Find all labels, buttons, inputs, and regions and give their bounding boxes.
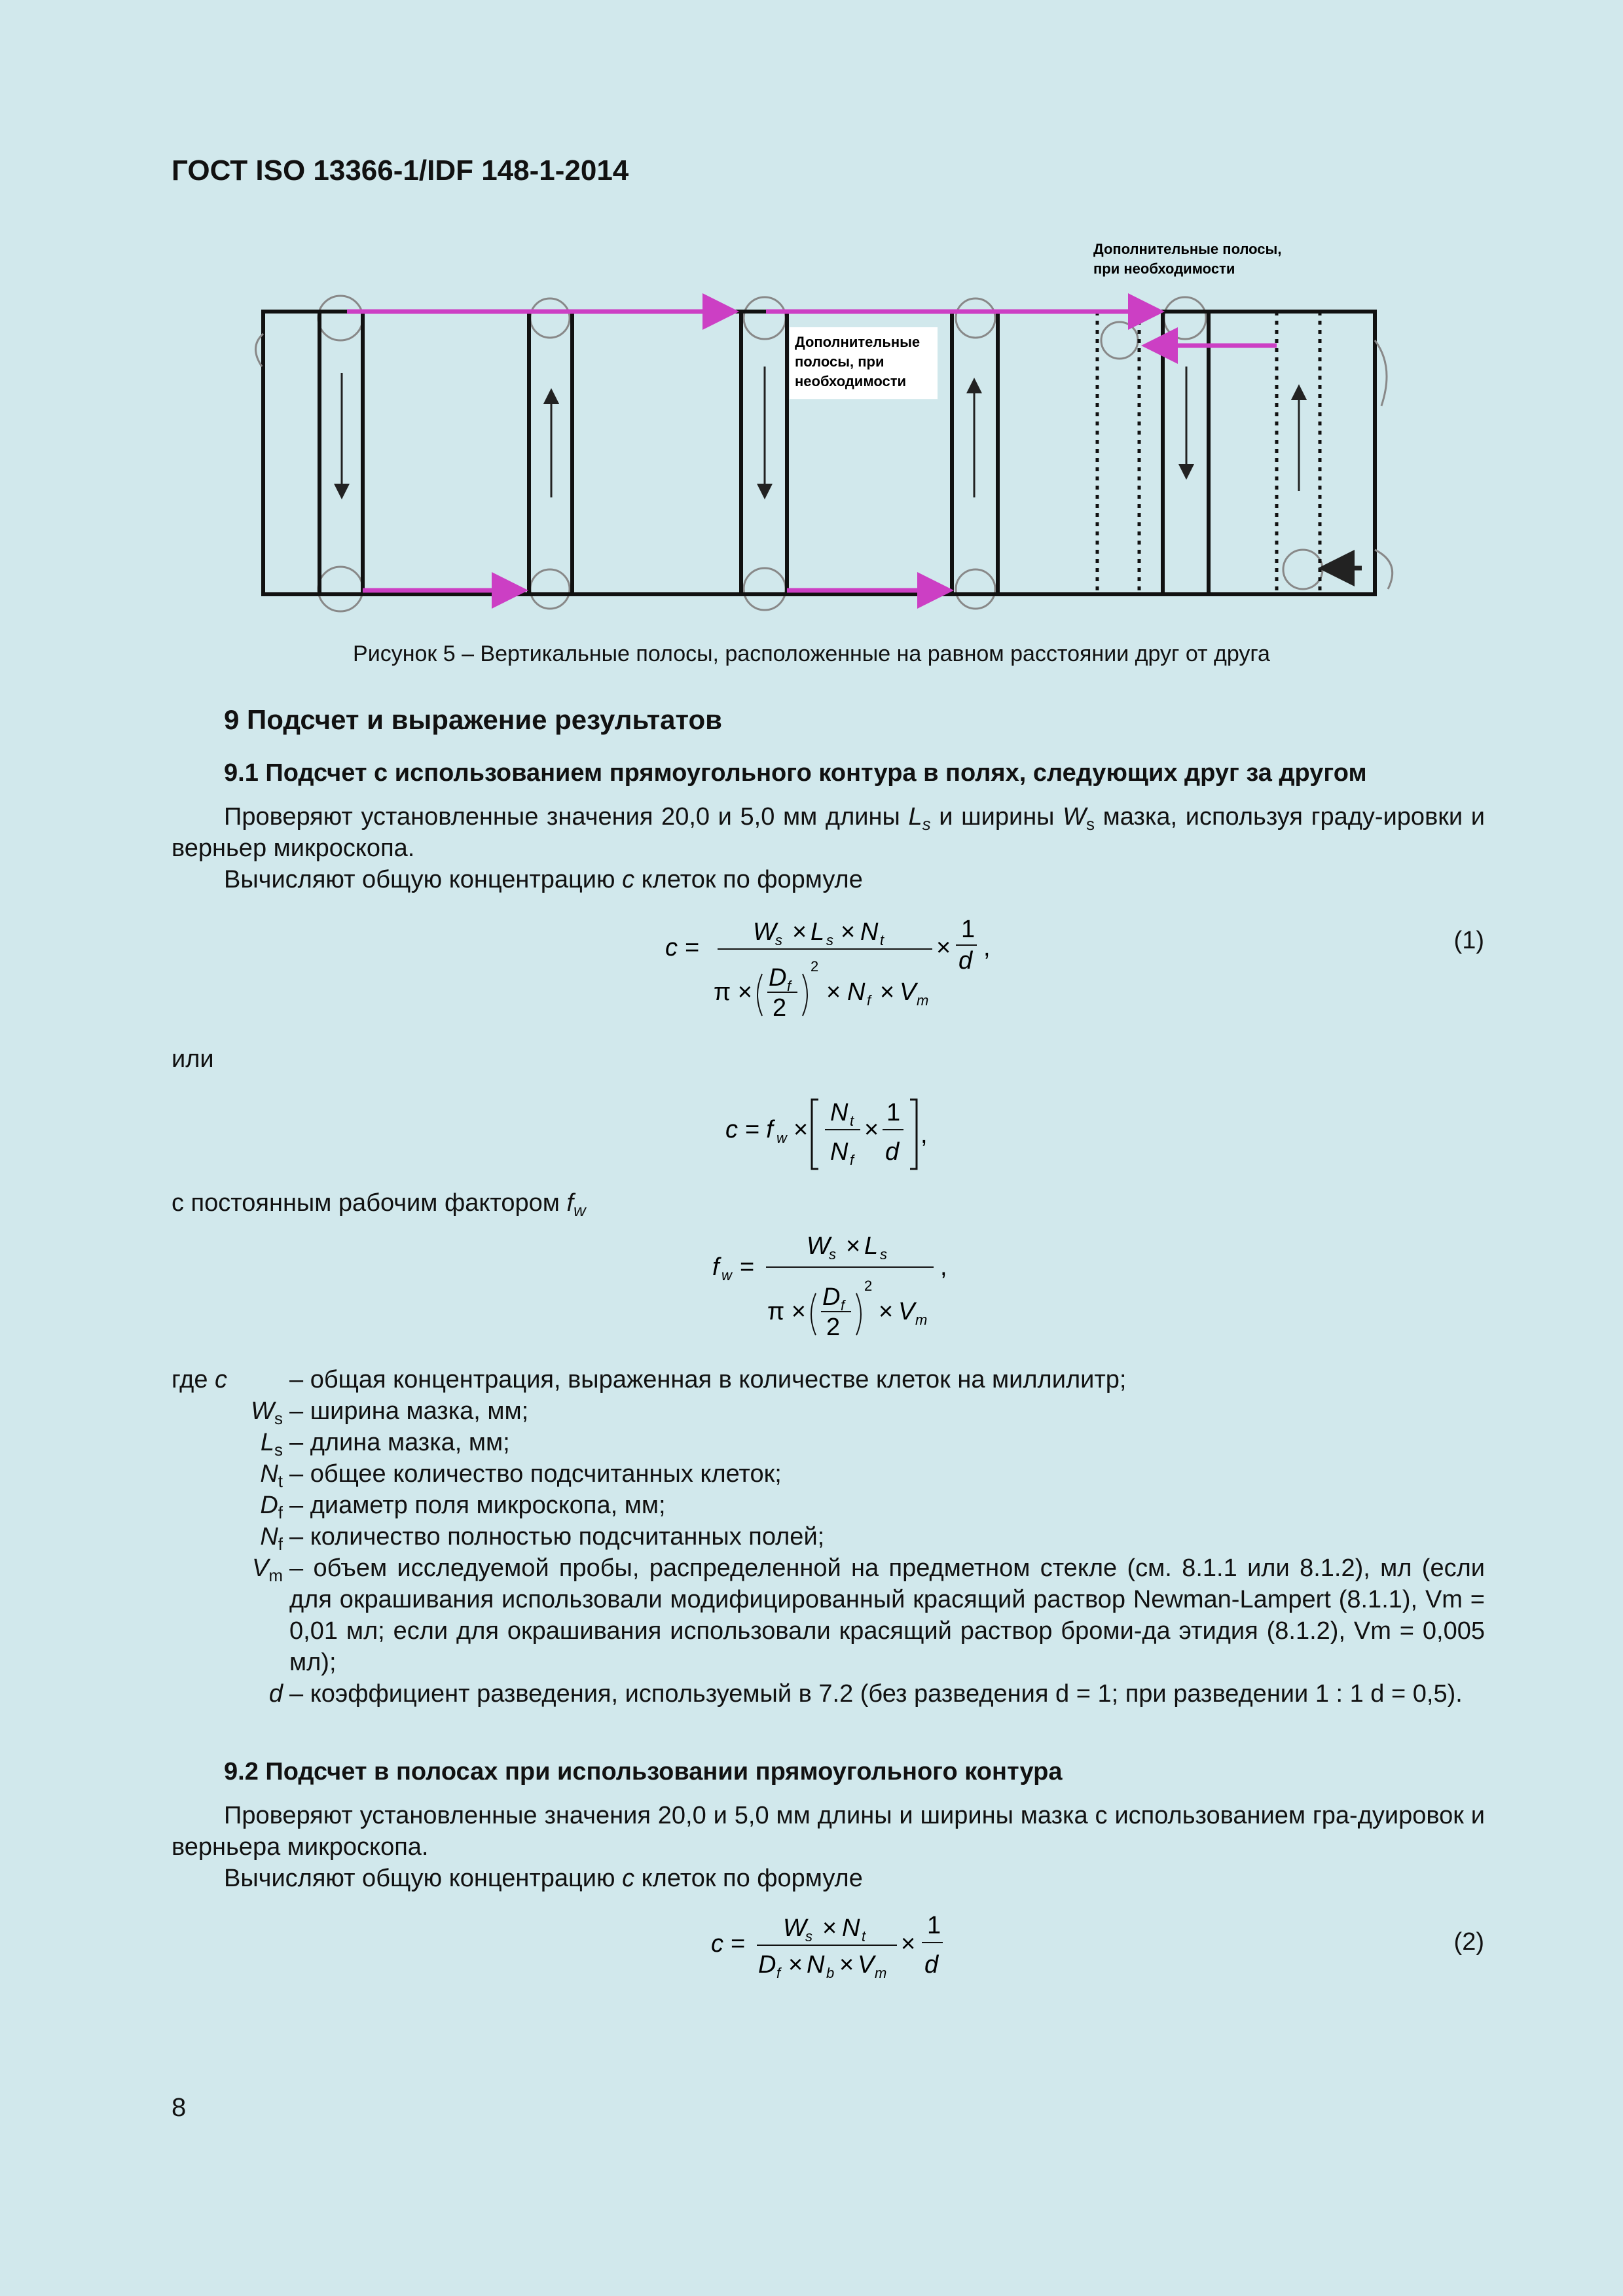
definition-row: где c – общая концентрация, выраженная в количестве клеток на миллилитр; [172,1366,1127,1393]
svg-text:×: × [826,978,841,1006]
svg-text:c =: c = [711,1930,745,1958]
svg-text:1: 1 [886,1099,901,1126]
svg-text:V: V [900,978,917,1006]
svg-text:b: b [826,1965,835,1981]
svg-text:2: 2 [811,958,819,975]
figure-label-top-2: при необходимости [1093,260,1235,277]
work-factor-text: с постоянным рабочим фактором $f_w$ [172,1189,586,1220]
formula-1-alt [720,1080,956,1178]
svg-text:,: , [940,1253,947,1281]
svg-text:×: × [846,1232,861,1260]
svg-text:V: V [858,1951,875,1979]
svg-text:f: f [841,1297,845,1314]
figure-label-mid-1: Дополнительные [795,334,921,350]
section-9-2-paragraph-1: Проверяют установленные значения 20,0 и 5,0 мм длины и ширины мазка с использованием гра-дуировок и верньера микроскопа. [172,1802,1485,1861]
figure-label-mid-3: необходимости [795,373,906,389]
figure-caption: Рисунок 5 – Вертикальные полосы, расположенные на равном расстоянии друг от друга [353,641,1270,666]
definition-row: $N_t$ – общее количество подсчитанных клеток; [260,1460,782,1491]
svg-text:f: f [776,1965,781,1981]
svg-text:w: w [776,1130,787,1146]
svg-text:d: d [885,1138,900,1166]
svg-text:N: N [860,918,879,946]
formula-1 [655,903,1061,1034]
svg-text:D: D [769,964,787,992]
figure-5-strips [249,236,1414,615]
svg-text:L: L [811,918,825,946]
svg-text:×: × [793,1116,809,1143]
svg-text:N: N [842,1914,860,1942]
svg-text:s: s [829,1246,836,1263]
definition-row: $W_s$ – ширина мазка, мм; [251,1397,529,1428]
or-text: или [172,1045,214,1073]
definition-row: $N_f$ – количество полностью подсчитанных полей; [260,1523,825,1554]
svg-text:c = f: c = f [725,1116,773,1143]
svg-text:1: 1 [927,1912,941,1939]
svg-text:×: × [792,918,807,946]
svg-text:d: d [958,947,973,975]
svg-text:s: s [775,932,782,948]
svg-text:×: × [864,1116,879,1143]
section-9-1-paragraph-2: Вычисляют общую концентрацию c клеток по формуле [224,866,863,893]
svg-text:w: w [721,1267,732,1283]
svg-text:,: , [921,1121,928,1149]
section-9-1-title: 9.1 Подсчет с использованием прямоугольного контура в полях, следующих друг за другом [224,759,1367,787]
svg-text:×: × [879,1298,894,1325]
svg-text:=: = [740,1253,755,1281]
svg-text:m: m [917,992,929,1009]
figure-label-top-1: Дополнительные полосы, [1093,241,1282,257]
section-9-2-title: 9.2 Подсчет в полосах при использовании прямоугольного контура [224,1758,1063,1785]
svg-text:π ×: π × [714,978,752,1006]
svg-text:N: N [847,978,866,1006]
svg-text:f: f [850,1152,854,1168]
svg-text:m: m [875,1965,887,1981]
svg-text:N: N [807,1951,825,1979]
svg-text:t: t [862,1928,866,1945]
svg-text:d: d [924,1951,939,1979]
svg-text:×: × [936,934,951,961]
definition-row: $V_m$ – объем исследуемой пробы, распределенной на предметном стекле (см. 8.1.1 или 8.1.2), мл (если для окрашивания использовали модифицированный красящий раствор Newman-Lampert (8.1.1), Vm = 0,01 мл; если для окрашивания использовали красящий раствор броми-да этидия (8.1.2), Vm = 0,005 мл); [251,1554,1485,1676]
formula-2 [707,1902,969,1994]
svg-text:×: × [880,978,895,1006]
section-9-2-paragraph-2: Вычисляют общую концентрацию c клеток по формуле [224,1865,863,1892]
svg-text:t: t [850,1113,854,1129]
equation-number-2: (2) [1453,1928,1484,1956]
definition-row: $D_f$ – диаметр поля микроскопа, мм; [260,1492,666,1522]
svg-text:W: W [807,1232,830,1260]
svg-text:,: , [983,934,991,961]
svg-text:D: D [758,1951,776,1979]
svg-text:s: s [880,1246,887,1263]
svg-text:×: × [839,1951,854,1979]
svg-text:1: 1 [961,916,976,943]
svg-text:×: × [822,1914,837,1942]
formula-fw [707,1221,969,1352]
svg-text:s: s [826,932,833,948]
section-9-1-paragraph-1: Проверяют установленные значения 20,0 и 5,0 мм длины $L_s$ и ширины $W_s$ мазка, используя граду-ировки и верньер микроскопа. [172,803,1485,862]
svg-text:2: 2 [773,994,787,1022]
svg-text:f: f [867,992,871,1009]
svg-text:×: × [901,1930,916,1958]
definition-row: $L_s$ – длина мазка, мм; [260,1429,510,1460]
svg-text:D: D [822,1283,841,1311]
svg-text:×: × [841,918,856,946]
svg-text:L: L [864,1232,879,1260]
svg-text:f: f [712,1253,720,1281]
svg-text:N: N [830,1099,848,1126]
definition-row: d – коэффициент разведения, используемый в 7.2 (без разведения d = 1; при разведении 1 : 1 d = 0,5). [268,1680,1463,1708]
svg-text:2: 2 [826,1314,841,1341]
document-id: ГОСТ ISO 13366-1/IDF 148-1-2014 [172,154,629,187]
equation-number-1: (1) [1453,927,1484,954]
svg-text:W: W [783,1914,807,1942]
definitions-list [172,1364,1485,1710]
svg-text:N: N [830,1138,848,1166]
svg-text:W: W [753,918,776,946]
svg-text:c =: c = [665,934,699,961]
svg-text:V: V [898,1298,915,1325]
svg-text:π ×: π × [767,1298,806,1325]
svg-text:t: t [880,932,884,948]
svg-text:s: s [805,1928,812,1945]
svg-text:m: m [915,1312,928,1328]
svg-text:f: f [787,978,792,994]
svg-text:2: 2 [864,1278,873,1294]
page-number: 8 [172,2093,187,2122]
section-9-title: 9 Подсчет и выражение результатов [224,704,722,735]
figure-label-mid-2: полосы, при [795,353,884,370]
svg-text:×: × [788,1951,803,1979]
